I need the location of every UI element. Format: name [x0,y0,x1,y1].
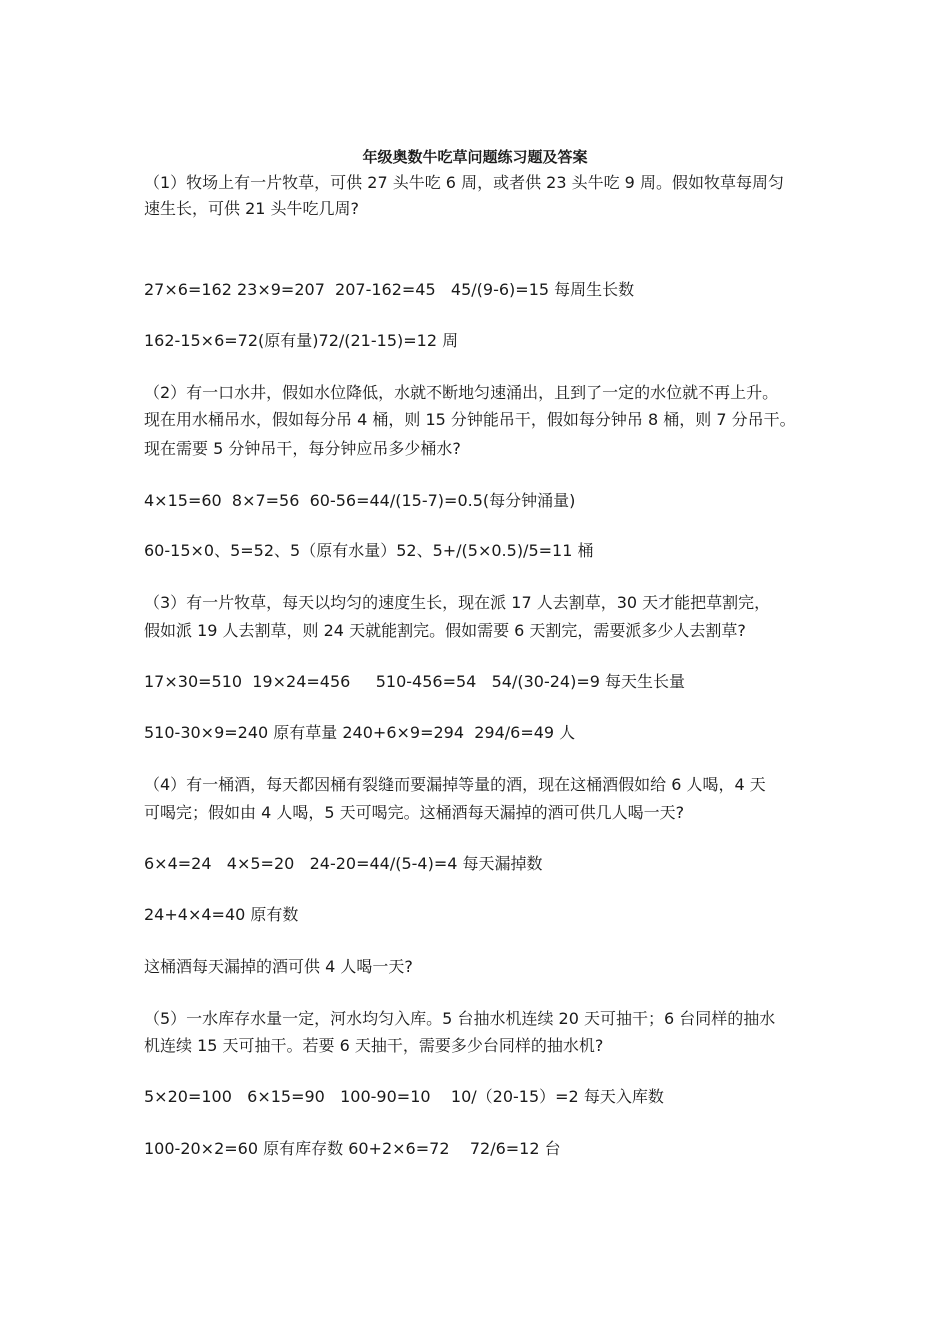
problem-5-text-line-1: （5）一水库存水量一定，河水均匀入库。5 台抽水机连续 20 天可抽干；6 台同样的抽水 [144,1009,776,1028]
problem-4-text-line-1: （4）有一桶酒，每天都因桶有裂缝而要漏掉等量的酒，现在这桶酒假如给 6 人喝，4 天 [144,775,766,794]
problem-3-text-line-2: 假如派 19 人去割草，则 24 天就能割完。假如需要 6 天割完，需要派多少人去割草? [144,621,746,640]
problem-4-solution-line-2: 24+4×4=40 原有数 [144,905,299,924]
problem-1-solution-line-1: 27×6=162 23×9=207 207-162=45 45/(9-6)=15 每周生长数 [144,280,635,299]
problem-5-solution-line-1: 5×20=100 6×15=90 100-90=10 10/（20-15）=2 每天入库数 [144,1087,664,1106]
problem-5-text-line-2: 机连续 15 天可抽干。若要 6 天抽干，需要多少台同样的抽水机? [144,1036,604,1055]
problem-4-solution-line-1: 6×4=24 4×5=20 24-20=44/(5-4)=4 每天漏掉数 [144,854,543,873]
problem-4-text-line-2: 可喝完；假如由 4 人喝，5 天可喝完。这桶酒每天漏掉的酒可供几人喝一天? [144,803,685,822]
problem-5-solution-line-2: 100-20×2=60 原有库存数 60+2×6=72 72/6=12 台 [144,1139,561,1158]
problem-3-solution-line-1: 17×30=510 19×24=456 510-456=54 54/(30-24)=9 每天生长量 [144,672,686,691]
problem-3-solution-line-2: 510-30×9=240 原有草量 240+6×9=294 294/6=49 人 [144,723,576,742]
problem-2-text-line-3: 现在需要 5 分钟吊干，每分钟应吊多少桶水? [144,439,461,458]
problem-2-solution-line-1: 4×15=60 8×7=56 60-56=44/(15-7)=0.5(每分钟涌量) [144,491,576,510]
problem-2-text-line-1: （2）有一口水井，假如水位降低，水就不断地匀速涌出，且到了一定的水位就不再上升。 [144,383,779,402]
problem-1-text-line-2: 速生长，可供 21 头牛吃几周? [144,199,360,218]
problem-2-solution-line-2: 60-15×0、5=52、5（原有水量）52、5+/(5×0.5)/5=11 桶 [144,541,594,560]
problem-2-text-line-2: 现在用水桶吊水，假如每分吊 4 桶，则 15 分钟能吊干，假如每分钟吊 8 桶，则 7 分吊干。 [144,410,796,429]
problem-4-answer-line: 这桶酒每天漏掉的酒可供 4 人喝一天? [144,957,413,976]
problem-1-solution-line-2: 162-15×6=72(原有量)72/(21-15)=12 周 [144,331,459,350]
document-title: 年级奥数牛吃草问题练习题及答案 [362,148,588,166]
problem-3-text-line-1: （3）有一片牧草，每天以均匀的速度生长，现在派 17 人去割草，30 天才能把草割完， [144,593,771,612]
problem-1-text-line-1: （1）牧场上有一片牧草，可供 27 头牛吃 6 周，或者供 23 头牛吃 9 周。假如牧草每周匀 [144,173,784,192]
